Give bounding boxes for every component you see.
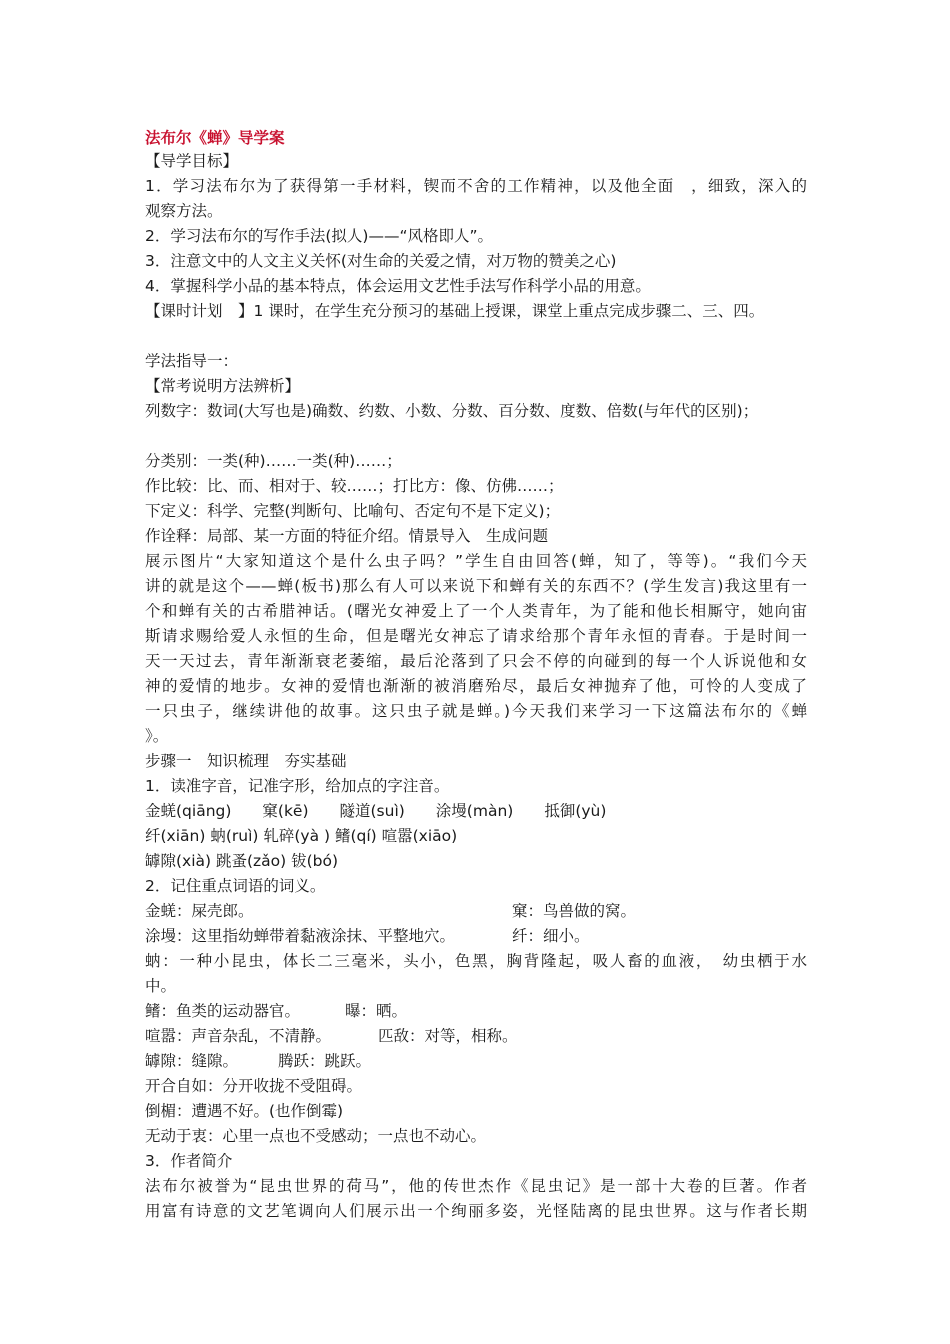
vocab-ke: 窠：鸟兽做的窝。 xyxy=(512,902,637,920)
pinyin-row-2: 纤(xiān) 蚋(ruì) 轧碎(yà ) 鳍(qí) 喧嚣(xiāo) xyxy=(145,827,458,845)
task-1-heading: 1．读准字音，记准字形，给加点的字注音。 xyxy=(145,777,450,795)
method-classify: 分类别：一类(种)……一类(种)……； xyxy=(145,452,402,470)
goal-1-line-2: 观察方法。 xyxy=(145,202,223,220)
story-line-8: 》。 xyxy=(145,727,169,745)
story-line-4: 斯请求赐给爱人永恒的生命，但是曙光女神忘了请求给那个青年永恒的青春。于是时间一 xyxy=(145,627,807,645)
vocab-wudong: 无动于衷：心里一点也不受感动；一点也不动心。 xyxy=(145,1127,487,1145)
method-list-numbers: 列数字：数词(大写也是)确数、约数、小数、分数、百分数、度数、倍数(与年代的区别)； xyxy=(145,402,759,420)
vocab-rui-line-2: 中。 xyxy=(145,977,177,995)
story-line-2: 讲的就是这个——蝉(板书)那么有人可以来说下和蝉有关的东西不？(学生发言)我这里有一 xyxy=(145,577,807,595)
goal-1-line-1: 1．学习法布尔为了获得第一手材料，锲而不舍的工作精神，以及他全面 ，细致，深入的 xyxy=(145,177,807,195)
method-define: 下定义：科学、完整(判断句、比喻句、否定句不是下定义)； xyxy=(145,502,561,520)
story-line-3: 个和蝉有关的古希腊神话。(曙光女神爱上了一个人类青年，为了能和他长相厮守，她向宙 xyxy=(145,602,807,620)
author-intro-line-2: 用富有诗意的文艺笔调向人们展示出一个绚丽多姿，光怪陆离的昆虫世界。这与作者长期 xyxy=(145,1202,807,1220)
method-guide-heading: 学法指导一： xyxy=(145,352,239,370)
story-line-5: 天一天过去，青年渐渐衰老萎缩，最后沦落到了只会不停的向碰到的每一个人诉说他和女 xyxy=(145,652,807,670)
pinyin-row-3: 罅隙(xià) 跳蚤(zǎo) 钹(bó) xyxy=(145,852,339,870)
task-2-heading: 2．记住重点词语的词义。 xyxy=(145,877,326,895)
method-compare: 作比较：比、而、相对于、较……；打比方：像、仿佛……； xyxy=(145,477,564,495)
vocab-daomei: 倒楣：遭遇不好。(也作倒霉) xyxy=(145,1102,344,1120)
section-heading-goals: 【导学目标】 xyxy=(145,152,239,170)
story-line-6: 神的爱情的地步。女神的爱情也渐渐的被消磨殆尽，最后女神抛弃了他，可怜的人变成了 xyxy=(145,677,807,695)
vocab-kaihe: 开合自如：分开收拢不受阻碍。 xyxy=(145,1077,363,1095)
vocab-tengyue: 腾跃：跳跃。 xyxy=(278,1052,372,1070)
document-title: 法布尔《蝉》导学案 xyxy=(145,129,285,147)
vocab-jinqiang: 金蜣：屎壳郎。 xyxy=(145,902,254,920)
vocab-xiaxi: 罅隙：缝隙。 xyxy=(145,1052,239,1070)
goal-3: 3．注意文中的人文主义关怀(对生命的关爱之情，对万物的赞美之心) xyxy=(145,252,617,270)
vocab-rui-line-1: 蚋：一种小昆虫，体长二三毫米，头小，色黑，胸背隆起，吸人畜的血液， 幼虫栖于水 xyxy=(145,952,807,970)
task-3-heading: 3．作者简介 xyxy=(145,1152,233,1170)
pinyin-row-1: 金蜣(qiāng) 窠(kē) 隧道(suì) 涂墁(màn) 抵御(yù) xyxy=(145,802,607,820)
lesson-plan: 【课时计划 】1 课时，在学生充分预习的基础上授课，课堂上重点完成步骤二、三、四。 xyxy=(145,302,765,320)
vocab-pu: 曝：晒。 xyxy=(345,1002,408,1020)
goal-2: 2．学习法布尔的写作手法(拟人)——“风格即人”。 xyxy=(145,227,494,245)
story-line-7: 一只虫子，继续讲他的故事。这只虫子就是蝉。)今天我们来学习一下这篇法布尔的《蝉 xyxy=(145,702,807,720)
method-explain: 作诠释：局部、某一方面的特征介绍。情景导入 生成问题 xyxy=(145,527,549,545)
vocab-xian: 纤：细小。 xyxy=(512,927,590,945)
step-one-heading: 步骤一 知识梳理 夯实基础 xyxy=(145,752,347,770)
vocab-pidi: 匹敌：对等，相称。 xyxy=(378,1027,518,1045)
vocab-tuman: 涂墁：这里指幼蝉带着黏液涂抹、平整地穴。 xyxy=(145,927,456,945)
author-intro-line-1: 法布尔被誉为“昆虫世界的荷马”，他的传世杰作《昆虫记》是一部十大卷的巨著。作者 xyxy=(145,1177,807,1195)
vocab-xuanxiao: 喧嚣：声音杂乱，不清静。 xyxy=(145,1027,332,1045)
goal-4: 4．掌握科学小品的基本特点，体会运用文艺性手法写作科学小品的用意。 xyxy=(145,277,651,295)
section-heading-methods: 【常考说明方法辨析】 xyxy=(145,377,301,395)
story-line-1: 展示图片“大家知道这个是什么虫子吗？”学生自由回答(蝉，知了，等等)。“我们今天 xyxy=(145,552,807,570)
vocab-qi: 鳍：鱼类的运动器官。 xyxy=(145,1002,301,1020)
